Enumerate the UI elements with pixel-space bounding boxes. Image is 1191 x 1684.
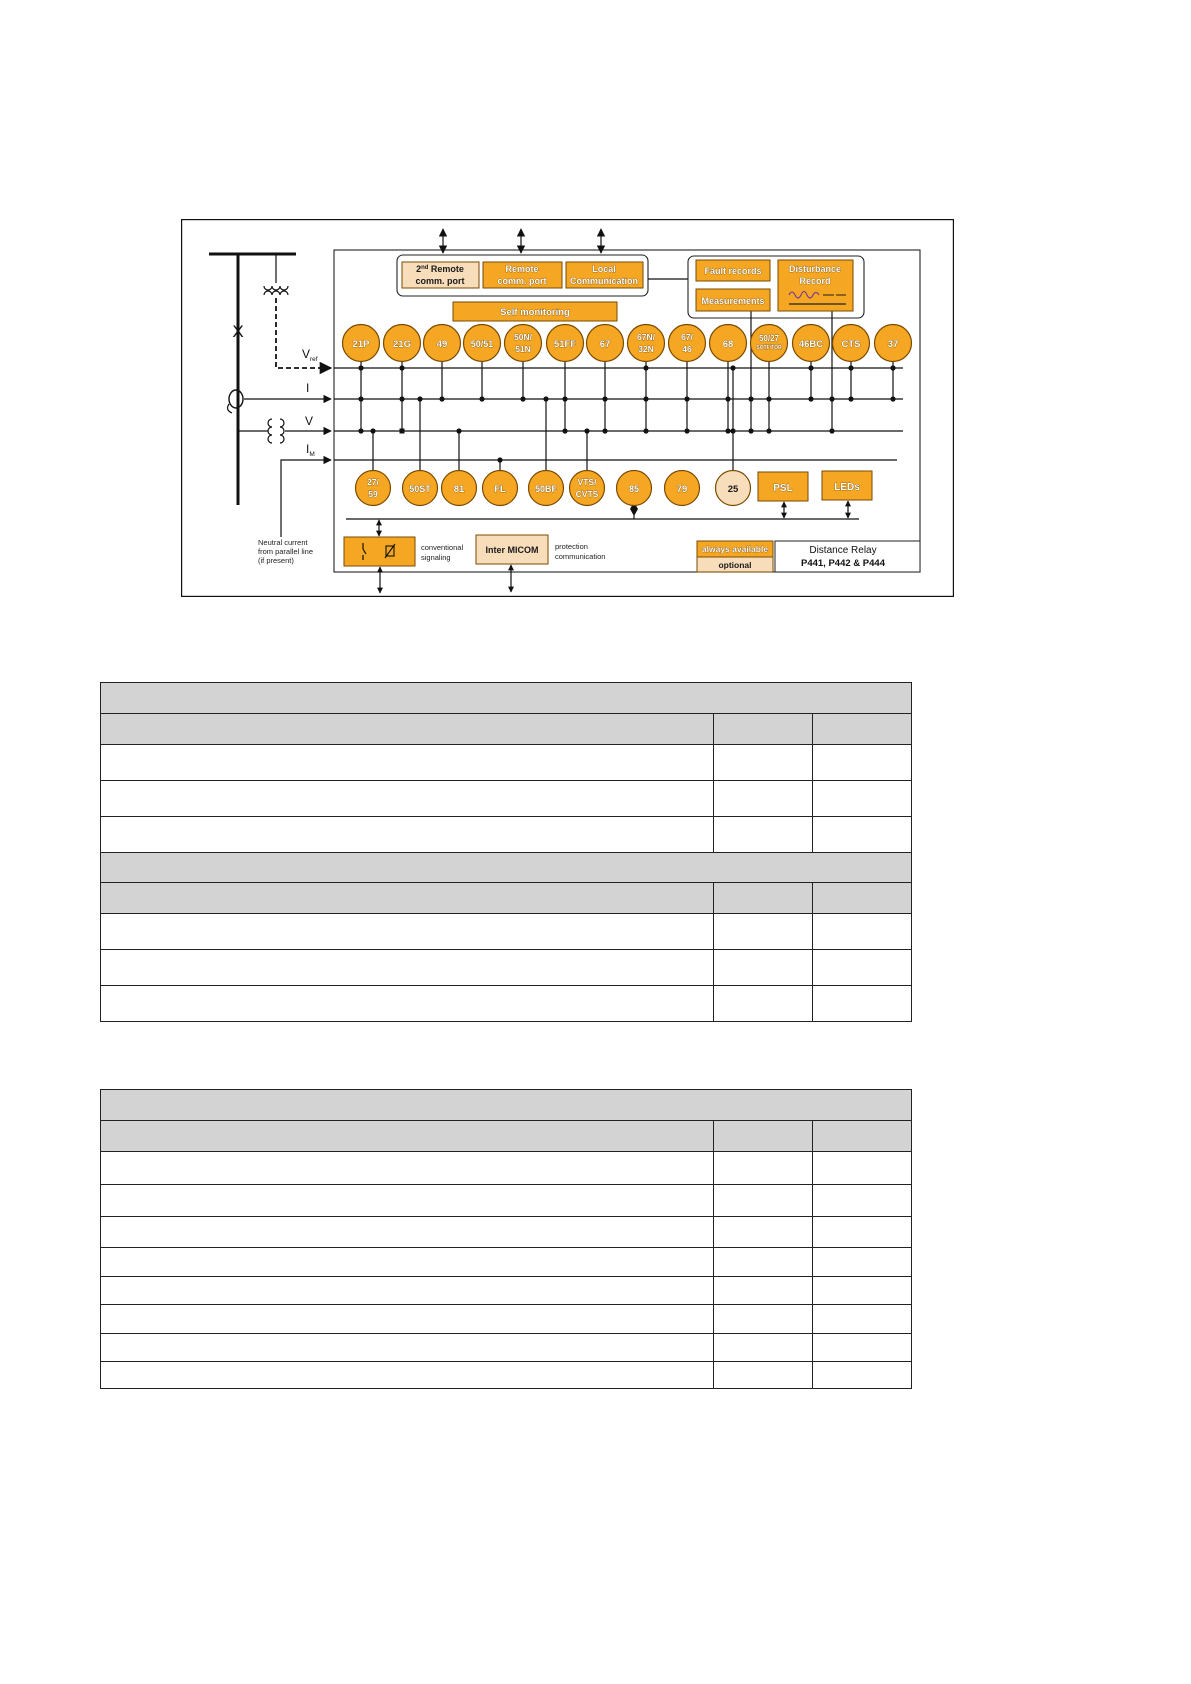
table-row	[101, 1334, 912, 1362]
junction-dot	[808, 365, 813, 370]
function-67n-32n-line2: 32N	[638, 344, 654, 354]
junction-dot	[643, 428, 648, 433]
junction-dot	[730, 365, 735, 370]
table-cell	[101, 1248, 714, 1277]
junction-dot	[808, 396, 813, 401]
table-cell	[714, 1185, 813, 1217]
table-section-header	[101, 1090, 912, 1121]
junction-dot	[400, 429, 405, 434]
second-remote-rest: Remote	[428, 264, 464, 274]
junction-dot	[643, 365, 648, 370]
breaker-mark: X	[232, 322, 244, 341]
table-cell	[813, 1248, 912, 1277]
table-column-header	[101, 714, 912, 745]
section-title	[101, 1090, 912, 1121]
table-cell	[714, 1152, 813, 1185]
table-cell	[813, 1152, 912, 1185]
table-cell	[714, 817, 813, 853]
function-50st-label: 50ST	[409, 484, 431, 494]
junction-dot	[684, 396, 689, 401]
section-title	[101, 853, 912, 883]
table-section-header	[101, 683, 912, 714]
function-21p-label: 21P	[352, 339, 370, 350]
column-header	[714, 714, 813, 745]
junction-dot	[725, 428, 730, 433]
function-50-27-line1: 50/27	[758, 334, 780, 343]
function-25-label: 25	[727, 484, 739, 495]
table-cell	[714, 914, 813, 950]
v-label: V	[305, 414, 314, 428]
column-header	[101, 714, 714, 745]
column-header	[101, 883, 714, 914]
table-cell	[714, 1277, 813, 1305]
table-cell	[101, 914, 714, 950]
table-cell	[714, 1362, 813, 1389]
local-port-line1: Local	[592, 264, 616, 274]
table-cell	[813, 1185, 912, 1217]
function-vts-cvts-line1: VTS/	[577, 477, 597, 487]
junction-dot	[829, 428, 834, 433]
junction-dot	[479, 396, 484, 401]
junction-dot	[399, 365, 404, 370]
table-column-header	[101, 883, 912, 914]
function-81-label: 81	[453, 484, 465, 495]
disturbance-record-line1: Disturbance	[788, 264, 842, 274]
function-50n-51n-line2: 51N	[515, 344, 531, 354]
function-67-label: 67	[599, 339, 611, 350]
table-cell	[813, 817, 912, 853]
table-row	[101, 986, 912, 1022]
function-50-51-label: 50/51	[470, 339, 494, 349]
protection-communication-line2: communication	[555, 552, 606, 561]
function-27-59-line2: 59	[368, 489, 378, 499]
function-21g-label: 21G	[393, 339, 411, 350]
column-header	[813, 883, 912, 914]
table-row	[101, 950, 912, 986]
vref-main: V	[302, 347, 311, 361]
table-column-header	[101, 1121, 912, 1152]
junction-dot	[725, 396, 730, 401]
junction-dot	[602, 396, 607, 401]
function-46bc-label: 46BC	[798, 339, 824, 350]
junction-dot	[748, 428, 753, 433]
table-cell	[714, 1334, 813, 1362]
table-cell	[101, 1334, 714, 1362]
junction-dot	[766, 396, 771, 401]
inter-micom-label: Inter MICOM	[485, 545, 539, 555]
junction-dot	[417, 396, 422, 401]
function-27-59-circle	[356, 471, 391, 506]
function-79-label: 79	[676, 484, 688, 495]
self-monitoring-label: Self monitoring	[500, 307, 570, 318]
table-cell	[101, 817, 714, 853]
relay-coil-icon	[385, 544, 395, 558]
neutral-note-line3: (if present)	[258, 556, 294, 565]
table-cell	[813, 986, 912, 1022]
table-cell	[101, 1185, 714, 1217]
junction-dot	[562, 396, 567, 401]
legend-optional-label: optional	[718, 560, 752, 570]
remote-port-line2: comm. port	[497, 276, 547, 286]
measurements-label: Measurements	[701, 296, 765, 306]
table-cell	[101, 1362, 714, 1389]
function-50-27-circle	[751, 325, 788, 362]
psl-label: PSL	[773, 483, 793, 494]
table-row	[101, 1185, 912, 1217]
junction-dot	[643, 396, 648, 401]
local-port-line2: Communication	[569, 276, 639, 286]
function-27-59-line1: 27/	[367, 477, 379, 487]
table-row	[101, 1217, 912, 1248]
table-row	[101, 1362, 912, 1389]
protection-communication-line1: protection	[555, 542, 588, 551]
junction-dot	[584, 428, 589, 433]
function-vts-cvts-line2: CVTS	[575, 489, 599, 499]
table-cell	[101, 1217, 714, 1248]
column-header	[813, 1121, 912, 1152]
im-main: I	[306, 442, 310, 456]
junction-dot	[439, 396, 444, 401]
function-50n-51n-line1: 50N/	[514, 332, 532, 342]
product-caption	[775, 541, 920, 572]
junction-dot	[848, 396, 853, 401]
table-2	[100, 1089, 912, 1389]
table-cell	[714, 1217, 813, 1248]
function-50n-51n-circle	[505, 325, 542, 362]
junction-dot	[358, 365, 363, 370]
product-models: P441, P442 & P444	[801, 558, 885, 569]
table-cell	[101, 986, 714, 1022]
table-cell	[714, 745, 813, 781]
junction-dot	[684, 428, 689, 433]
function-fl-label: FL	[494, 484, 506, 495]
table-cell	[101, 745, 714, 781]
legend	[697, 541, 773, 572]
junction-dot	[562, 428, 567, 433]
function-79	[665, 471, 700, 506]
junction-dot	[456, 428, 461, 433]
conventional-signaling-line2: signaling	[421, 553, 451, 562]
junction-dot	[890, 365, 895, 370]
fault-records-label: Fault records	[704, 266, 762, 276]
function-67n-32n-circle	[628, 325, 665, 362]
legend-always-available-label: always available	[701, 544, 769, 554]
second-remote-sup: nd	[421, 265, 429, 271]
function-49-label: 49	[436, 339, 448, 350]
function-67-46-line1: 67/	[681, 332, 693, 342]
function-50bf-label: 50BF	[534, 484, 558, 494]
function-85-label: 85	[628, 484, 640, 494]
table-cell	[714, 1248, 813, 1277]
function-68-label: 68	[722, 339, 734, 350]
function-67-46-circle	[669, 325, 706, 362]
column-header	[101, 1121, 714, 1152]
table-cell	[813, 1277, 912, 1305]
table-cell	[813, 1334, 912, 1362]
function-vts-cvts-circle	[570, 471, 605, 506]
junction-dot	[358, 428, 363, 433]
table-cell	[813, 745, 912, 781]
function-cts-label: CTS	[841, 339, 861, 350]
table-cell	[714, 1305, 813, 1334]
table-row	[101, 1305, 912, 1334]
table-cell	[101, 1152, 714, 1185]
second-remote-port-line2: comm. port	[415, 276, 465, 286]
product-title: Distance Relay	[809, 545, 877, 556]
disturbance-record-line2: Record	[799, 276, 831, 286]
junction-dot	[848, 365, 853, 370]
section-title	[101, 683, 912, 714]
junction-dot	[748, 396, 753, 401]
table-cell	[813, 1362, 912, 1389]
table-row	[101, 914, 912, 950]
conventional-signaling-line1: conventional	[421, 543, 464, 552]
junction-dot	[543, 396, 548, 401]
table-cell	[101, 1305, 714, 1334]
table-row	[101, 1248, 912, 1277]
table-cell	[813, 950, 912, 986]
junction-dot	[370, 428, 375, 433]
second-remote-num: 2	[416, 264, 422, 274]
conventional-signaling-box	[344, 537, 415, 566]
neutral-note-line1: Neutral current	[258, 538, 308, 547]
table-cell	[101, 950, 714, 986]
table-row	[101, 1152, 912, 1185]
junction-dot	[520, 396, 525, 401]
table-row	[101, 745, 912, 781]
table-cell	[101, 1277, 714, 1305]
im-sub: M	[309, 451, 315, 458]
table-cell	[714, 781, 813, 817]
column-header	[813, 714, 912, 745]
table-1	[100, 682, 912, 1022]
junction-dot	[358, 396, 363, 401]
table-cell	[813, 781, 912, 817]
table-row	[101, 1277, 912, 1305]
table-cell	[813, 1217, 912, 1248]
junction-dot	[497, 457, 502, 462]
i-label: I	[306, 381, 310, 395]
function-37-label: 37	[887, 339, 899, 350]
leds-label: LEDs	[834, 482, 860, 493]
neutral-note-line2: from parallel line	[258, 547, 314, 556]
table-cell	[714, 950, 813, 986]
table-cell	[813, 914, 912, 950]
remote-port-line1: Remote	[505, 264, 539, 274]
junction-dot	[890, 396, 895, 401]
relay-function-diagram	[181, 219, 954, 597]
function-67n-32n-line1: 67N/	[637, 332, 655, 342]
vref-sub: ref	[310, 356, 318, 363]
function-67-46-line2: 46	[682, 344, 692, 354]
table-row	[101, 781, 912, 817]
column-header	[714, 1121, 813, 1152]
function-51ff-label: 51FF	[553, 339, 577, 350]
junction-dot	[602, 428, 607, 433]
table-cell	[813, 1305, 912, 1334]
table-section-header	[101, 853, 912, 883]
function-50-27-line2: SOTF/TOR	[756, 345, 782, 351]
table-row	[101, 817, 912, 853]
junction-dot	[766, 428, 771, 433]
column-header	[714, 883, 813, 914]
junction-dot	[829, 396, 834, 401]
table-cell	[101, 781, 714, 817]
table-cell	[714, 986, 813, 1022]
junction-dot	[399, 396, 404, 401]
junction-dot	[730, 428, 735, 433]
